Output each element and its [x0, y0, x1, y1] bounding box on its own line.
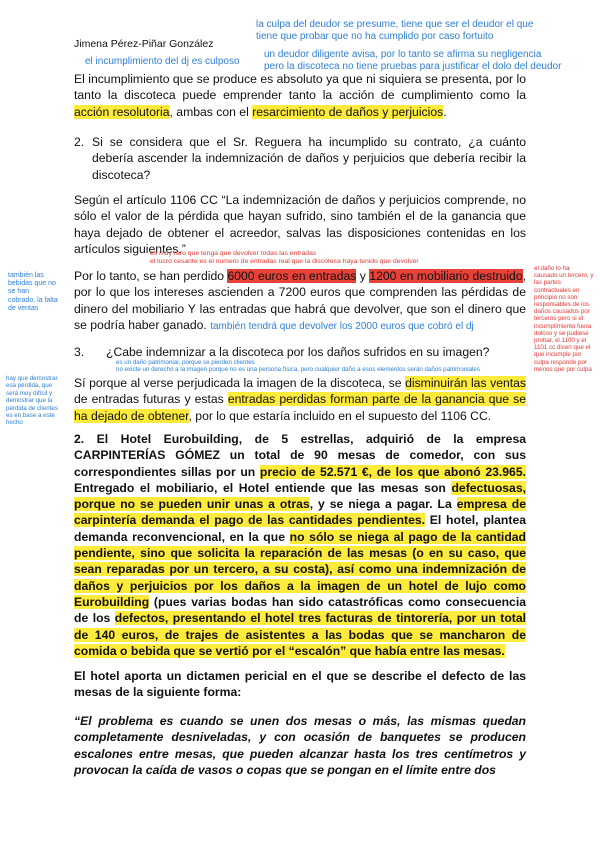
- note-author: el incumplimiento del dj es culposo: [85, 56, 240, 67]
- question-2-number: 2.: [74, 135, 85, 149]
- q3-notes: [116, 359, 536, 374]
- left-note-2: hay que demostrar esa pérdida, que será muy difícil y demostrar que la pérdida de clientes es en base a este hecho: [6, 375, 58, 427]
- text: , por lo que los intereses ascienden a 7200 euros que comprenden las pérdidas de dinero del mobiliario Y las entradas que habrá que devolver, que son el dinero que se podría haber ganado.: [74, 269, 527, 332]
- highlight: empresa de carpintería demanda el pago de las cantidades pendientes.: [74, 497, 526, 528]
- text: (pues varias bodas han sido catastróficas como consecuencia de los: [74, 594, 526, 626]
- highlight-red: 6000 euros en entradas: [227, 269, 357, 283]
- highlight: disminuirán las ventas: [405, 376, 527, 390]
- note-top: [256, 19, 576, 42]
- text: , por lo que estaría incluido en el supuesto del 1106 CC.: [188, 408, 492, 423]
- left-note-1: también las bebidas que no se han cobrado, la falta de ventas: [8, 272, 58, 312]
- question-3-number: 3.: [74, 345, 85, 359]
- text: , ambas con el: [169, 104, 253, 119]
- question-2-text: Si se considera que el Sr. Reguera ha incumplido su contrato, ¿a cuánto debería ascender la indemnización de daños y perjuicios que debería recibir la discoteca?: [92, 135, 526, 182]
- note-top-line-2: tiene que probar que no ha cumplido por caso fortuito: [256, 30, 494, 42]
- q3-note-2: no existe un derecho a la imagen porque no es una persona física, pero cualquier daño a esos elementos serán daños patrimoniales: [116, 366, 480, 374]
- text: El incumplimiento que se produce es absoluto ya que ni siquiera se presenta, por lo tanto la discoteca puede emprender tanto la acción de cumplimiento como la: [74, 72, 526, 103]
- paragraph-articulo: Según el artículo 1106 CC “La indemnización de daños y perjuicios comprende, no sólo el valor de la pérdida que hayan sufrido, sino también el de la ganancia que haya dejado de obtener el acreedor, salvas las disposiciones contenidas en los artículos siguientes.”: [74, 193, 526, 256]
- paragraph-dictamen: El hotel aporta un dictamen pericial en el que se describe el defecto de las mesas de la siguiente forma:: [74, 669, 526, 700]
- text: de entradas futuras y estas: [74, 392, 228, 407]
- highlight: entradas perdidas forman parte de la ganancia que se ha dejado de obtener: [74, 392, 526, 423]
- author-name: Jimena Pérez-Piñar González: [74, 38, 214, 50]
- note-top-line-1: la culpa del deudor se presume, tiene que ser el deudor el que: [256, 19, 534, 30]
- red-note-above: [150, 250, 530, 266]
- paragraph-incumplimiento: [74, 71, 526, 120]
- highlight: defectos, presentando el hotel tres facturas de tintorería, por un total de 140 euros, de trajes de asistentes a las bodas que se mancharon de comida o bebida que se vertió por el “escalón” que había entre las mesas.: [74, 611, 526, 658]
- paragraph-imagen: [74, 375, 526, 424]
- quote-dictamen: “El problema es cuando se unen dos mesas o más, las mismas quedan completamente desniveladas, y con ocasión de banquetes se producen escalones entre mesas, que pueden alcanzar hasta los tres centímetros y provocan la caída de vasos o copas que se pongan en el límite entre dos: [74, 714, 526, 777]
- text: , y se niega a pagar. La: [309, 497, 457, 512]
- text: 2. El Hotel Eurobuilding, de 5 estrellas, adquirió de la empresa CARPINTERÍAS GÓMEZ un total de 90 mesas de comedor, con sus correspondientes sillas por un: [74, 432, 526, 479]
- red-note-line-2: el lucro cesante es el numero de entradas real que la discoteca haya tenido que devolver: [150, 258, 419, 265]
- paragraph-perdidas: [74, 268, 526, 335]
- highlight: resarcimiento de daños y perjuicios: [252, 104, 444, 119]
- text: .: [443, 104, 447, 119]
- text: Entregado el mobiliario, el Hotel entiende que las mesas son: [74, 480, 452, 495]
- note-top-line-3: un deudor diligente avisa, por lo tanto se afirma su negligencia: [264, 49, 542, 60]
- highlight: no sólo se niega al pago de la cantidad pendiente, sino que solicita la reparación de las mesas (o en su caso, que sean reparadas por un tercero, a su costa), así como una indemnización de daños y perjuicios por los daños a la imagen de un hotel de lujo como Eurobuilding: [74, 529, 526, 609]
- highlight: precio de 52.571 €, de los que abonó 23.965.: [259, 464, 527, 479]
- text: El hotel, plantea demanda reconvencional, en la que: [74, 513, 526, 544]
- highlight: defectuosas, porque no se pueden unir unas a otras: [74, 480, 526, 512]
- note-top-b: [264, 49, 584, 72]
- case-2-statement: [74, 431, 526, 659]
- text: Sí porque al verse perjudicada la imagen de la discoteca, se: [74, 376, 406, 390]
- red-note-side: el daño lo ha causado un tercero, y las partes contractuales en principio no son responsables de los daños causados por terceros pero si el incumplimiento fuera doloso y se pudiese probar, el 1100 y el 1101 cc dicen que el que incumple por culpa responde por menos que por culpa: [534, 265, 594, 373]
- q3-note-1: es un daño patrimonial, porque se pierden clientes: [116, 359, 255, 366]
- text: Por lo tanto, se han perdido: [74, 269, 228, 283]
- note-top-line-4: pero la discoteca no tiene pruebas para justificar el dolo del deudor: [264, 60, 562, 72]
- text: y: [356, 269, 370, 283]
- blue-inline-note: también tendrá que devolver los 2000 euros que cobró el dj: [210, 320, 474, 332]
- question-3-text: ¿Cabe indemnizar a la discoteca por los daños sufridos en su imagen?: [106, 345, 490, 359]
- red-note-line-1: es muy raro que tenga que devolver todas las entradas: [150, 250, 317, 257]
- highlight-red: 1200 en mobiliario destruido: [369, 269, 523, 283]
- highlight: acción resolutoria: [74, 104, 170, 119]
